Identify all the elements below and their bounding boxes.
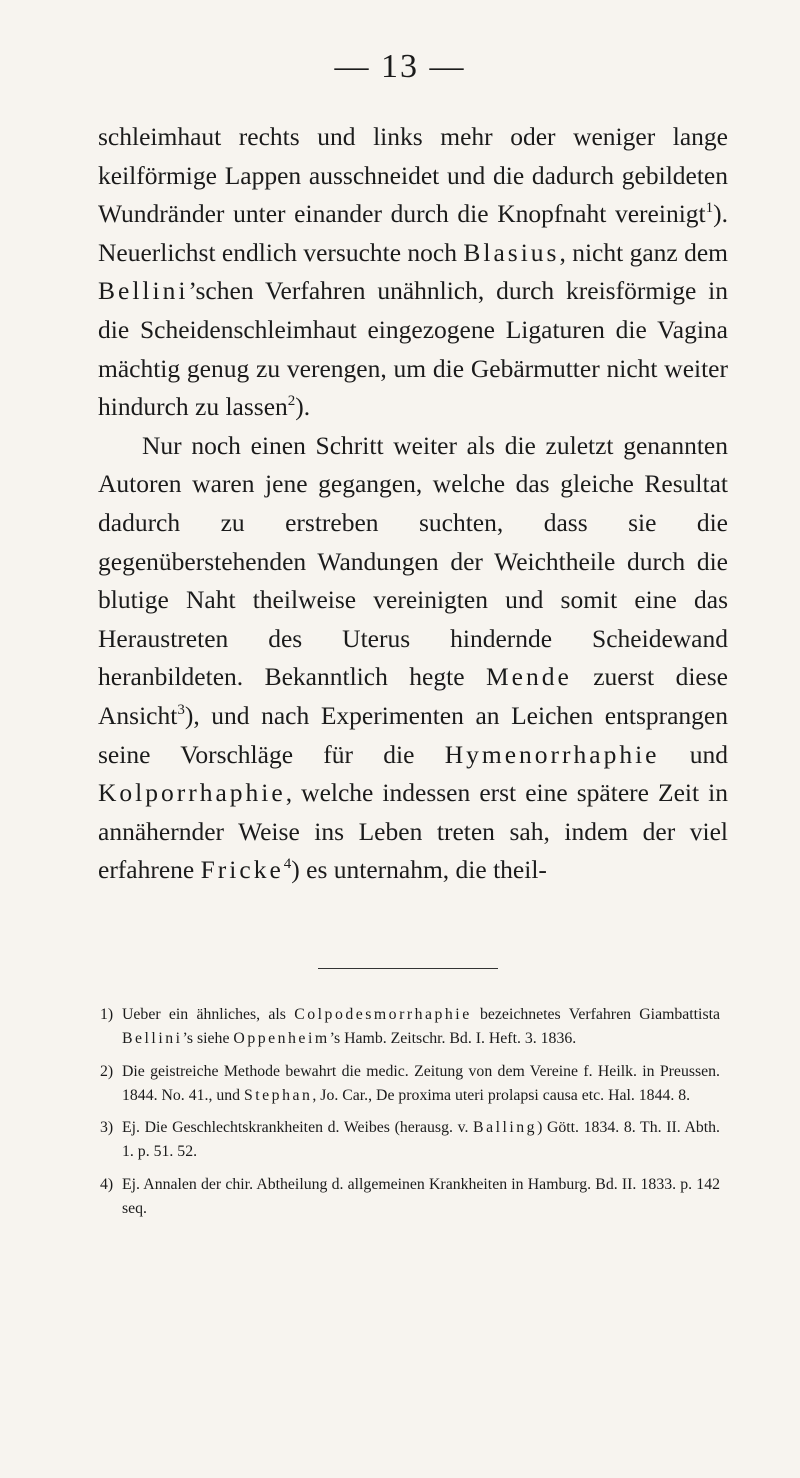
text-run: ’s Hamb. Zeitschr. Bd. I. Heft. 3. 1836. bbox=[329, 1030, 577, 1048]
footnote-reference: 4 bbox=[283, 856, 292, 873]
footnote-text bbox=[122, 1060, 720, 1109]
text-run: ) es unternahm, die theil- bbox=[291, 855, 547, 885]
spaced-name: Balling bbox=[473, 1119, 538, 1137]
text-run: Die geistreiche Methode bewahrt die medic. Zeitung von dem Vereine f. Heilk. in Preussen. 1844. No. 41., und bbox=[122, 1062, 720, 1104]
spaced-name: Colpodesmorrhaphie bbox=[294, 1006, 472, 1023]
text-run: Ueber ein ähnliches, als bbox=[122, 1006, 295, 1023]
text-run: bezeichnetes Verfahren Giambattista bbox=[471, 1006, 720, 1023]
spaced-name: Kolporrhaphie bbox=[98, 778, 286, 808]
text-run: Nur noch einen Schritt weiter als die zuletzt genannten Autoren waren jene gegangen, welche das gleiche Resultat dadurch zu erstreben suchten, dass sie die gegenüberstehenden Wandungen der Weichtheile durch die blutige Naht theilweise vereinigten und somit eine das Heraustreten des Uterus hindernde Scheidewand heranbildeten. Bekanntlich hegte bbox=[98, 430, 728, 692]
footnote-number: 3) bbox=[100, 1119, 114, 1137]
text-run: ), und nach Experimenten an Leichen entsprangen seine Vorschläge für die bbox=[98, 700, 728, 769]
main-text bbox=[98, 118, 728, 890]
footnote-text bbox=[122, 1003, 720, 1052]
text-run: zuerst diese Ansicht bbox=[98, 662, 728, 730]
spaced-name: Fricke bbox=[200, 855, 284, 885]
footnote-number: 2) bbox=[100, 1062, 114, 1080]
text-run: schleimhaut rechts und links mehr oder weniger lange keilförmige Lappen ausschneidet und die dadurch gebildeten Wundränder unter einander durch die Knopfnaht vereinigt bbox=[98, 122, 728, 229]
text-run: Ej. Annalen der chir. Abtheilung d. allgemeinen Krankheiten in Hamburg. Bd. II. 1833. p. 142 seq. bbox=[122, 1175, 720, 1218]
footnote bbox=[100, 1003, 720, 1052]
footnote-reference: 2 bbox=[287, 393, 296, 410]
spaced-name: Bellini bbox=[122, 1030, 183, 1048]
footnote-reference: 3 bbox=[177, 701, 185, 718]
text-run: ) Gött. 1834. 8. Th. II. Abth. 1. p. 51. 52. bbox=[122, 1119, 720, 1161]
footnote bbox=[100, 1116, 720, 1165]
text-run: Ej. Die Geschlechtskrankheiten d. Weibes (herausg. v. bbox=[122, 1119, 474, 1137]
text-run: ). Neuerlichst endlich versuchte noch bbox=[98, 199, 728, 267]
text-run: und bbox=[659, 739, 728, 769]
spaced-name: Blasius bbox=[463, 237, 560, 267]
footnote-text bbox=[122, 1173, 720, 1222]
footnote-reference: 1 bbox=[705, 200, 714, 217]
footnotes bbox=[100, 1003, 720, 1229]
spaced-name: Stephan bbox=[244, 1086, 313, 1104]
text-run: ’schen Verfahren unähnlich, durch kreisförmige in die Scheidenschleimhaut eingezogene Ligaturen die Vagina mächtig genug zu verengen, um die Gebärmutter nicht weiter hindurch zu lassen bbox=[98, 276, 728, 422]
spaced-name: Hymenorrhaphie bbox=[444, 739, 660, 769]
footnote bbox=[100, 1060, 720, 1109]
text-run: , nicht ganz dem bbox=[559, 237, 728, 267]
text-run: , Jo. Car., De proxima uteri prolapsi causa etc. Hal. 1844. 8. bbox=[312, 1086, 691, 1104]
footnote bbox=[100, 1173, 720, 1222]
spaced-name: Bellini bbox=[98, 276, 189, 306]
spaced-name: Oppenheim bbox=[233, 1030, 330, 1048]
paragraph bbox=[98, 118, 728, 427]
spaced-name: Mende bbox=[485, 662, 572, 692]
text-run: ). bbox=[295, 392, 311, 422]
page-number: — 13 — bbox=[334, 48, 466, 85]
text-run: , welche indessen erst eine spätere Zeit in annähernder Weise ins Leben treten sah, indem der viel erfahrene bbox=[98, 778, 728, 885]
text-run: ’s siehe bbox=[182, 1030, 234, 1048]
footnote-number: 4) bbox=[100, 1175, 114, 1193]
footnote-text bbox=[122, 1116, 720, 1165]
footnote-divider bbox=[318, 968, 498, 969]
footnote-number: 1) bbox=[100, 1006, 114, 1023]
paragraph bbox=[98, 427, 728, 890]
